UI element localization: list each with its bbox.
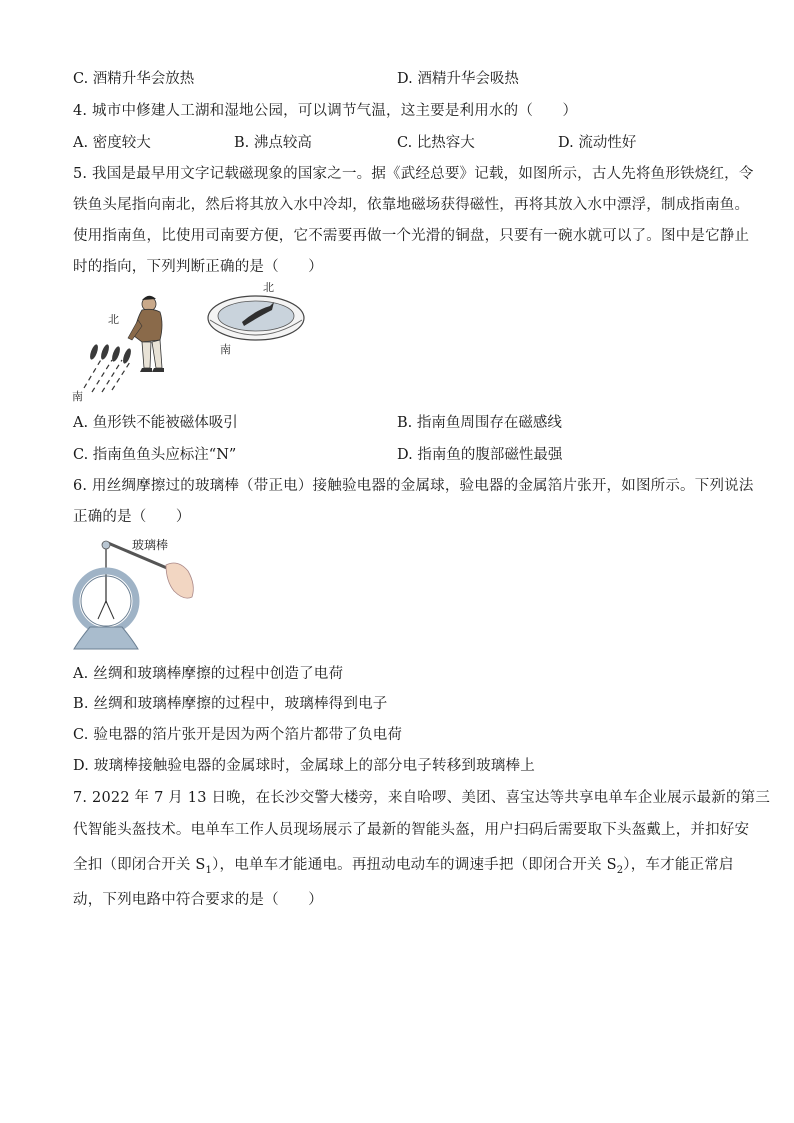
q5-fig-south-bowl: 南 [220, 343, 231, 356]
q3-option-c: C. 酒精升华会放热 [73, 71, 195, 87]
leaf-left [98, 601, 106, 619]
fish-1 [88, 343, 99, 360]
q6-option-b: B. 丝绸和玻璃棒摩擦的过程中，玻璃棒得到电子 [73, 696, 388, 712]
fish-4 [121, 347, 132, 364]
q4-option-d: D. 流动性好 [558, 135, 637, 151]
q6-option-a: A. 丝绸和玻璃棒摩擦的过程中创造了电荷 [73, 666, 344, 682]
switch-s1-subscript: 1 [205, 864, 213, 876]
q5-option-b: B. 指南鱼周围存在磁感线 [397, 415, 562, 431]
switch-s2-subscript: 2 [616, 864, 624, 876]
q5-fig-north-left: 北 [108, 313, 119, 326]
q5-stem-line4: 时的指向，下列判断正确的是（ ） [73, 259, 323, 275]
q4-option-a: A. 密度较大 [73, 135, 151, 151]
q7-stem-line2: 代智能头盔技术。电单车工作人员现场展示了最新的智能头盔，用户扫码后需要取下头盔戴上，并扣好安 [73, 822, 750, 838]
bowl [208, 296, 304, 340]
q7-stem-line4: 动，下列电路中符合要求的是（ ） [73, 892, 323, 908]
man-figure [128, 296, 164, 372]
q5-fig-south-left: 南 [72, 390, 83, 402]
leaf-right [106, 601, 114, 619]
q5-option-d: D. 指南鱼的腹部磁性最强 [397, 447, 563, 463]
hand [166, 563, 193, 598]
q6-fig-label: 玻璃棒 [132, 538, 169, 552]
q4-stem: 4. 城市中修建人工湖和湿地公园，可以调节气温，这主要是利用水的（ ） [73, 103, 578, 119]
q6-stem-line2: 正确的是（ ） [73, 509, 191, 525]
direction-lines [84, 358, 130, 392]
q5-stem-line3: 使用指南鱼，比使用司南要方便，它不需要再做一个光滑的铜盘，只要有一碗水就可以了。图中是它静止 [73, 228, 750, 244]
q6-stem-line1: 6. 用丝绸摩擦过的玻璃棒（带正电）接触验电器的金属球，验电器的金属箔片张开，如图所示。下列说法 [73, 478, 754, 494]
q5-stem-line1: 5. 我国是最早用文字记载磁现象的国家之一。据《武经总要》记载，如图所示，古人先将鱼形铁烧红，令 [73, 166, 754, 182]
fish-3 [110, 345, 121, 362]
q4-option-c: C. 比热容大 [397, 135, 475, 151]
q4-option-b: B. 沸点较高 [234, 135, 312, 151]
q7-line3-part-b: ），电单车才能通电。再扭动电动车的调速手把（即闭合开关 S [212, 857, 617, 873]
q5-stem-line2: 铁鱼头尾指向南北，然后将其放入水中冷却，依靠地磁场获得磁性，再将其放入水中漂浮，制成指南鱼。 [73, 197, 750, 213]
q5-fig-north-bowl: 北 [263, 281, 274, 294]
q6-option-d: D. 玻璃棒接触验电器的金属球时，金属球上的部分电子转移到玻璃棒上 [73, 758, 535, 774]
q7-line3-part-c: ），车才能正常启 [623, 857, 734, 873]
fish-2 [99, 343, 110, 360]
q6-figure [70, 531, 210, 653]
fish-group [88, 343, 132, 364]
q6-option-c: C. 验电器的箔片张开是因为两个箔片都带了负电荷 [73, 727, 403, 743]
q7-line3-part-a: 全扣（即闭合开关 S [73, 857, 206, 873]
q3-option-d: D. 酒精升华会吸热 [397, 71, 519, 87]
q5-figure [72, 280, 312, 402]
q7-stem-line3 [73, 853, 734, 876]
electroscope-stand [74, 627, 138, 649]
metal-ball [102, 541, 110, 549]
q5-option-a: A. 鱼形铁不能被磁体吸引 [73, 415, 238, 431]
q7-stem-line1: 7. 2022 年 7 月 13 日晚，在长沙交警大楼旁，来自哈啰、美团、喜宝达等共享电单车企业展示最新的第三 [73, 790, 771, 806]
q5-option-c: C. 指南鱼鱼头应标注“N” [73, 447, 237, 463]
